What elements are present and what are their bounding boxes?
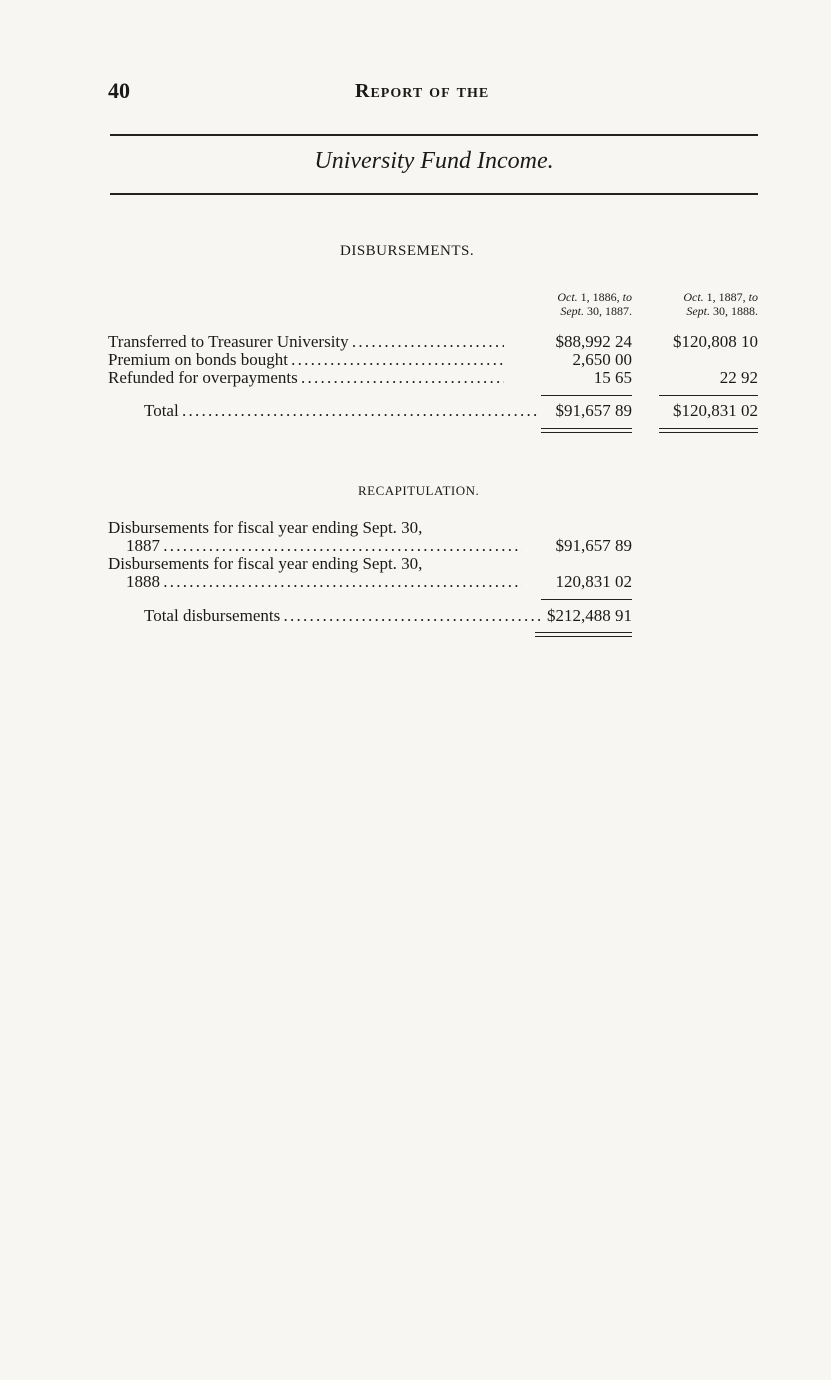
recap-label-line1: Disbursements for fiscal year ending Sept. 30,: [108, 554, 423, 573]
total-1888: $120,831 02: [673, 401, 758, 420]
col1-line1-tail: to: [619, 290, 632, 304]
recap-total-amount: $212,488 91: [547, 606, 632, 625]
row-label: Premium on bonds bought . . .: [108, 350, 504, 370]
amount-1888: $120,808 10: [673, 332, 758, 351]
disbursements-heading: DISBURSEMENTS.: [340, 243, 475, 259]
table-row: [108, 350, 768, 369]
col1-line1-italic: Oct.: [557, 290, 578, 304]
total-row: [108, 401, 768, 420]
recap-label-line1: Disbursements for fiscal year ending Sept. 30,: [108, 518, 423, 537]
amount-1887: 2,650 00: [572, 350, 632, 369]
table-row: [108, 572, 768, 591]
amount-1887: $88,992 24: [555, 332, 632, 351]
recap-total-double-line: [535, 632, 632, 637]
total-double-line-1888: [659, 428, 758, 433]
col2-line2-italic: Sept.: [686, 304, 710, 318]
row-label: Transferred to Treasurer University . . .: [108, 332, 504, 352]
table-row: [108, 536, 768, 555]
table-row: [108, 368, 768, 387]
recap-row-line1: [108, 518, 768, 537]
row-label: Refunded for overpayments . . .: [108, 368, 504, 388]
col2-line1-italic: Oct.: [683, 290, 704, 304]
col1-line2-rest: 30, 1887.: [584, 304, 632, 318]
section-title: University Fund Income.: [314, 148, 554, 174]
recap-label-line2: 1888 . . .: [108, 572, 522, 592]
bottom-rule: [110, 193, 758, 195]
col2-line1-rest: 1, 1887,: [703, 290, 746, 304]
recap-subtotal-line: [541, 599, 632, 600]
recap-amount: $91,657 89: [555, 536, 632, 555]
table-row: [108, 332, 768, 351]
recapitulation-heading: RECAPITULATION.: [358, 483, 480, 498]
recap-label-line2: 1887 . . .: [108, 536, 522, 556]
col1-line1-rest: 1, 1886,: [577, 290, 620, 304]
top-rule: [110, 134, 758, 136]
column-header-1887: [508, 290, 632, 318]
recap-total-row: [108, 606, 768, 625]
total-1887: $91,657 89: [555, 401, 632, 420]
recap-total-label: Total disbursements . . .: [108, 606, 540, 626]
amount-1887: 15 65: [593, 368, 632, 387]
subtotal-line-1888: [659, 395, 758, 396]
running-head: Report of the: [355, 80, 490, 102]
col1-line2-italic: Sept.: [560, 304, 584, 318]
column-header-1888: [638, 290, 758, 318]
recap-row-line1: [108, 554, 768, 573]
col2-line1-tail: to: [745, 290, 758, 304]
total-double-line-1887: [541, 428, 632, 433]
subtotal-line-1887: [541, 395, 632, 396]
amount-1888: 22 92: [719, 368, 758, 387]
total-label: Total . . .: [108, 401, 540, 421]
page-number: 40: [108, 78, 130, 103]
col2-line2-rest: 30, 1888.: [710, 304, 758, 318]
recap-amount: 120,831 02: [555, 572, 632, 591]
